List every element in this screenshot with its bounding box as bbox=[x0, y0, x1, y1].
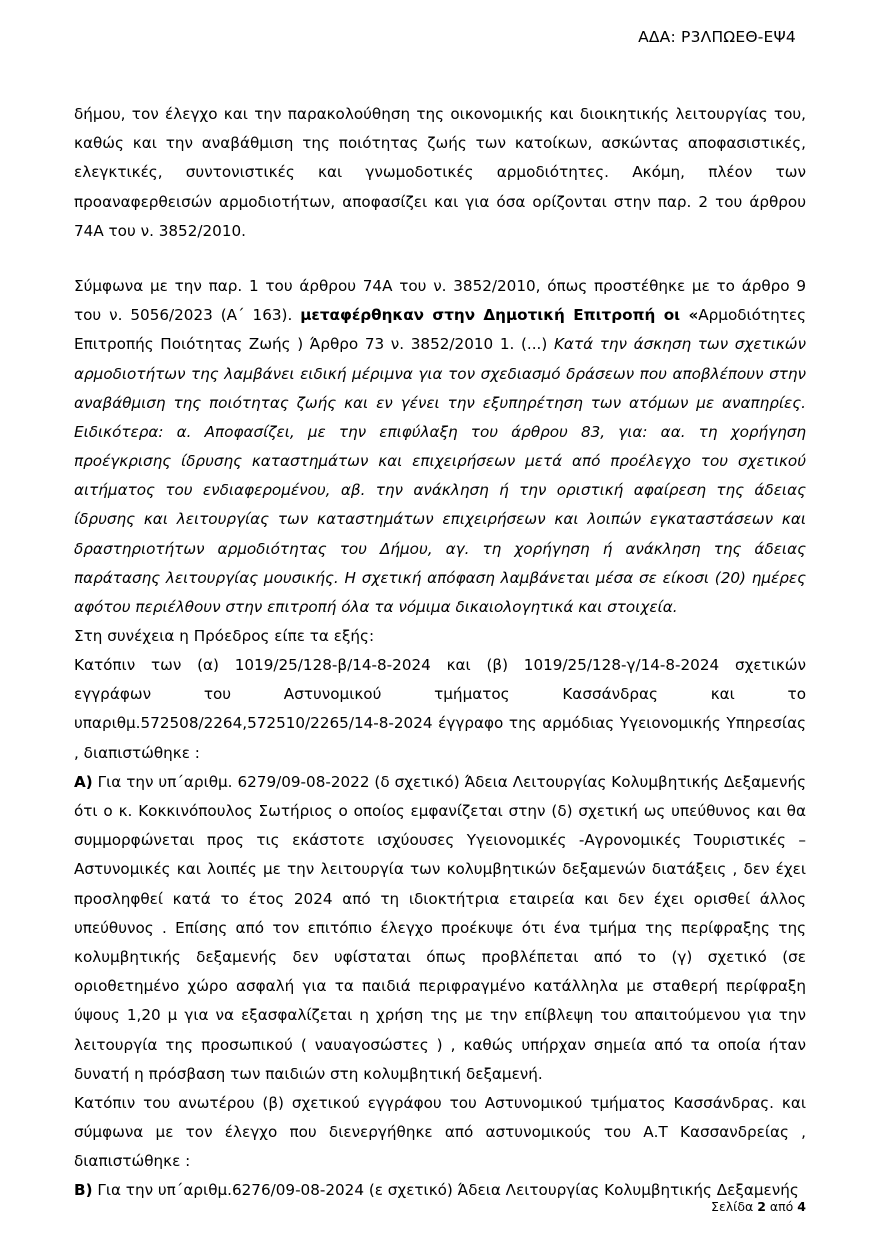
paragraph-7 bbox=[74, 1176, 806, 1205]
page-footer bbox=[711, 1199, 806, 1214]
paragraph-7-marker: Β) bbox=[74, 1181, 93, 1200]
paragraph-6: Κατόπιν του ανωτέρου (β) σχετικού εγγράφου του Αστυνομικού τμήματος Κασσάνδρας. και σύμφωνα με τον έλεγχο που διενεργήθηκε από αστυνομικούς του Α.Τ Κασσανδρείας , διαπιστώθηκε : bbox=[74, 1093, 806, 1171]
paragraph-spacer bbox=[74, 246, 806, 272]
paragraph-7-text: Για την υπ΄αριθμ.6276/09-08-2024 (ε σχετικό) Άδεια Λειτουργίας Κολυμβητικής Δεξαμενής bbox=[97, 1181, 799, 1200]
footer-page-number: 2 bbox=[757, 1199, 766, 1214]
paragraph-4: Κατόπιν των (α) 1019/25/128-β/14-8-2024 και (β) 1019/25/128-γ/14-8-2024 σχετικών εγγράφων του Αστυνομικού τμήματος Κασσάνδρας και το υπαριθμ.572508/2264,572510/2265/14-8-2024 έγγραφο της αρμόδιας Υγειονομικής Υπηρεσίας , διαπιστώθηκε : bbox=[74, 656, 806, 762]
footer-total-pages: 4 bbox=[797, 1199, 806, 1214]
ada-header: ΑΔΑ: Ρ3ΛΠΩΕΘ-ΕΨ4 bbox=[638, 28, 796, 46]
paragraph-2 bbox=[74, 272, 806, 622]
paragraph-5-marker: Α) bbox=[74, 772, 93, 791]
paragraph-5 bbox=[74, 768, 806, 1089]
footer-middle: από bbox=[769, 1199, 794, 1214]
paragraph-5-text: Για την υπ΄αριθμ. 6279/09-08-2022 (δ σχετικό) Άδεια Λειτουργίας Κολυμβητικής Δεξαμενής ότι ο κ. Κοκκινόπουλος Σωτήριος ο οποίος εμφανίζεται στην (δ) σχετική ως υπεύθυνος και θα συμμορφώνεται προς τις εκάστοτε ισχύουσες Υγειονομικές -Αγρονομικές Τουριστικές – Αστυνομικές και λοιπές με την λειτουργία των κολυμβητικών δεξαμενών διατάξεις , δεν έχει προσληφθεί κατά το έτος 2024 από τη ιδιοκτήτρια εταιρεία και δεν έχει ορισθεί άλλος υπεύθυνος . Επίσης από τον επιτόπιο έλεγχο προέκυψε ότι ένα τμήμα της περίφραξης της κολυμβητικής δεξαμενής δεν υφίσταται όπως προβλέπεται από το (γ) σχετικό (σε οριοθετημένο χώρο ασφαλή για τα παιδιά περιφραγμένο κατάλληλα με σταθερή περίφραξη ύψους 1,20 μ για να εξασφαλίζεται η χρήση της με την επίβλεψη του απαιτούμενου για την λειτουργία της προσωπικού ( ναυαγοσώστες ) , καθώς υπήρχαν σημεία από τα οποία ήταν δυνατή η πρόσβαση των παιδιών στη κολυμβητική δεξαμενή. bbox=[74, 772, 807, 1083]
document-body bbox=[74, 100, 806, 1206]
paragraph-2-bold: μεταφέρθηκαν στην Δημοτική Επιτροπή οι « bbox=[300, 306, 699, 325]
paragraph-2-italic-quote: Κατά την άσκηση των σχετικών αρμοδιοτήτων της λαμβάνει ειδική μέριμνα για τον σχεδιασμό δράσεων που αποβλέπουν στην αναβάθμιση της ποιότητας ζωής και εν γένει την εξυπηρέτηση των ατόμων με αναπηρίες. Ειδικότερα: α. Αποφασίζει, με την επιφύλαξη του άρθρου 83, για: αα. τη χορήγηση προέγκρισης ίδρυσης καταστημάτων και επιχειρήσεων μετά από προέλεγχο του σχετικού αιτήματος του ενδιαφερομένου, αβ. την ανάκληση ή την οριστική αφαίρεση της άδειας ίδρυσης και λειτουργίας των καταστημάτων επιχειρήσεων και λοιπών εγκαταστάσεων και δραστηριοτήτων αρμοδιότητας του Δήμου, αγ. τη χορήγηση ή ανάκληση της άδειας παράτασης λειτουργίας μουσικής. Η σχετική απόφαση λαμβάνεται μέσα σε είκοσι (20) ημέρες αφότου περιέλθουν στην επιτροπή όλα τα νόμιμα δικαιολογητικά και στοιχεία. bbox=[74, 335, 807, 616]
paragraph-2-lead: Σύμφωνα με την παρ. 1 του άρθρου 74Α του ν. 3852/2010, όπως προστέθηκε με το άρθρο 9 του ν. 5056/2023 (Α΄ 163). bbox=[74, 276, 806, 325]
paragraph-2-after-bold: Αρμοδιότητες Επιτροπής Ποιότητας Ζωής ) Άρθρο 73 ν. 3852/2010 1. (...) bbox=[74, 306, 807, 354]
paragraph-1: δήμου, τον έλεγχο και την παρακολούθηση της οικονομικής και διοικητικής λειτουργίας του, καθώς και την αναβάθμιση της ποιότητας ζωής των κατοίκων, ασκώντας αποφασιστικές, ελεγκτικές, συντονιστικές και γνωμοδοτικές αρμοδιότητες. Ακόμη, πλέον των προαναφερθεισών αρμοδιοτήτων, αποφασίζει και για όσα ορίζονται στην παρ. 2 του άρθρου 74Α του ν. 3852/2010. bbox=[74, 105, 806, 240]
paragraph-3: Στη συνέχεια η Πρόεδρος είπε τα εξής: bbox=[74, 627, 375, 646]
footer-prefix: Σελίδα bbox=[711, 1199, 754, 1214]
